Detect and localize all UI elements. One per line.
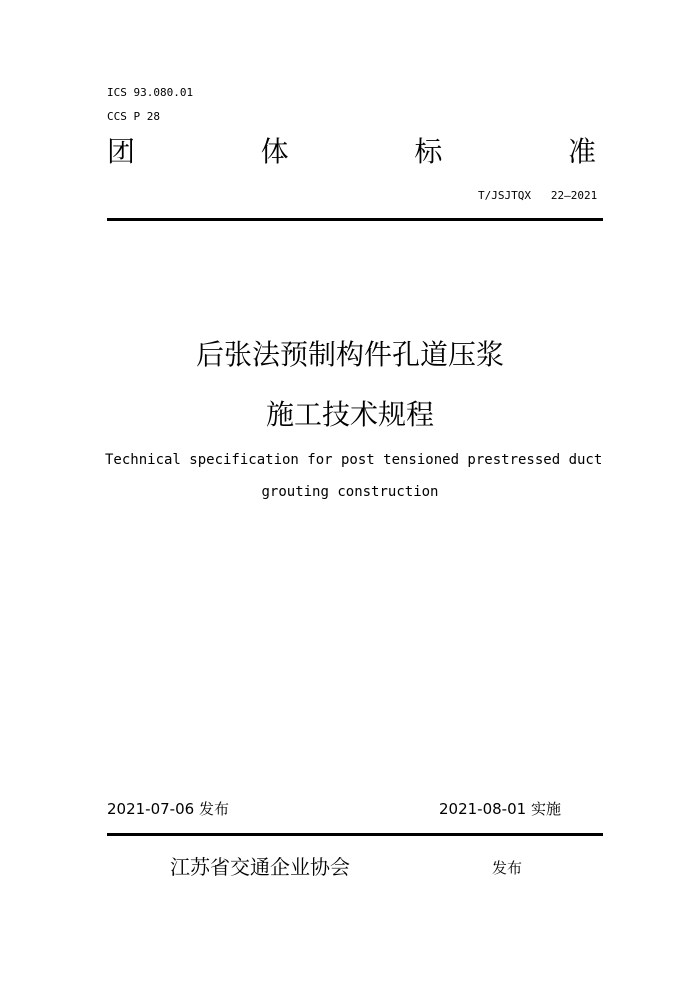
title-zh-line-2: 施工技术规程: [265, 398, 434, 431]
standard-number: T/JSJTQX 22—2021: [478, 189, 598, 202]
standard-type-char: 团: [107, 135, 136, 168]
bottom-divider: [107, 833, 603, 836]
title-en-line-1: Technical specification for post tensioned prestressed duct: [105, 452, 603, 468]
ccs-code: CCS P 28: [107, 110, 160, 123]
standard-type-char: 准: [567, 135, 596, 168]
title-zh-line-1: 后张法预制构件孔道压浆: [195, 338, 504, 371]
issuing-organization: 江苏省交通企业协会: [170, 855, 350, 879]
implement-date: 2021-08-01 实施: [439, 800, 561, 818]
standard-type-char: 体: [260, 135, 289, 168]
standard-type-char: 标: [414, 135, 443, 168]
publish-date: 2021-07-06 发布: [107, 800, 229, 818]
ics-code: ICS 93.080.01: [107, 86, 194, 99]
standard-type-heading: [107, 132, 596, 172]
top-divider: [107, 218, 603, 221]
title-en-line-2: grouting construction: [261, 484, 439, 500]
issued-label: 发布: [492, 859, 523, 877]
